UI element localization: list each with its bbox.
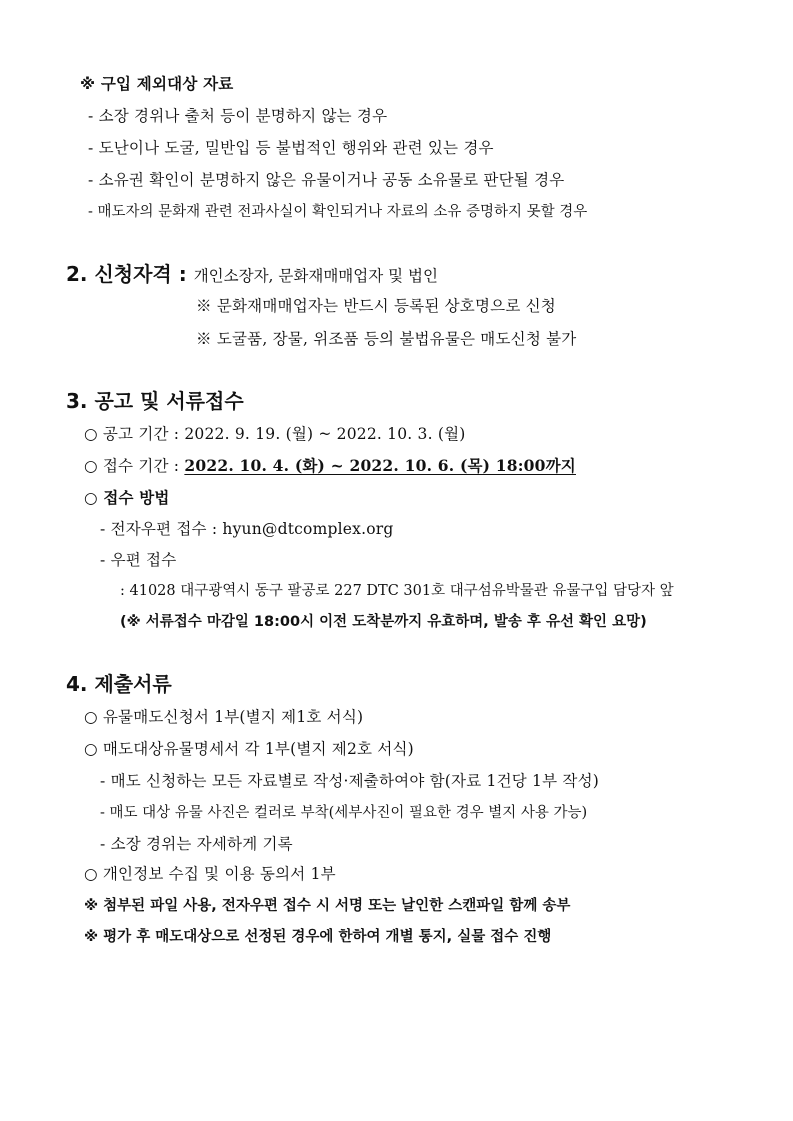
- section4-heading: 4. 제출서류: [66, 672, 172, 696]
- submit-sub-item: - 매도 신청하는 모든 자료별로 작성·제출하여야 함(자료 1건당 1부 작성): [100, 772, 599, 790]
- section3-heading: 3. 공고 및 서류접수: [66, 389, 244, 413]
- receipt-period: [84, 456, 576, 476]
- section2-heading-text: 2. 신청자격 :: [66, 262, 187, 286]
- excluded-item: - 소장 경위나 출처 등이 분명하지 않는 경우: [88, 107, 388, 125]
- post-address: : 41028 대구광역시 동구 팔공로 227 DTC 301호 대구섬유박물관 유물구입 담당자 앞: [120, 583, 674, 599]
- submit-sub-item: - 소장 경위는 자세하게 기록: [100, 835, 293, 853]
- receipt-period-label: ○ 접수 기간 :: [84, 457, 180, 475]
- submit-sub-item: - 매도 대상 유물 사진은 컬러로 부착(세부사진이 필요한 경우 별지 사용 가능): [100, 805, 588, 821]
- section2-heading: [66, 261, 438, 289]
- post-label: - 우편 접수: [100, 551, 177, 569]
- excluded-item: - 매도자의 문화재 관련 전과사실이 확인되거나 자료의 소유 증명하지 못할 경우: [88, 204, 588, 220]
- notice-period-value: 2022. 9. 19. (월) ~ 2022. 10. 3. (월): [184, 425, 466, 443]
- method-label: ○ 접수 방법: [84, 489, 170, 507]
- post-note: (※ 서류접수 마감일 18:00시 이전 도착분까지 유효하며, 발송 후 유선 확인 요망): [120, 614, 647, 630]
- submit-item: ○ 매도대상유물명세서 각 1부(별지 제2호 서식): [84, 740, 414, 758]
- email-line: - 전자우편 접수 : hyun@dtcomplex.org: [100, 520, 394, 538]
- section2-note: ※ 도굴품, 장물, 위조품 등의 불법유물은 매도신청 불가: [196, 330, 577, 348]
- notice-period: [84, 424, 466, 444]
- submit-item: ○ 유물매도신청서 1부(별지 제1호 서식): [84, 708, 364, 726]
- notice-period-label: ○ 공고 기간 :: [84, 425, 180, 443]
- section2-value: 개인소장자, 문화재매매업자 및 법인: [193, 267, 438, 285]
- section2-note: ※ 문화재매매업자는 반드시 등록된 상호명으로 신청: [196, 297, 556, 315]
- excluded-item: - 도난이나 도굴, 밀반입 등 불법적인 행위와 관련 있는 경우: [88, 139, 494, 157]
- excluded-item: - 소유권 확인이 분명하지 않은 유물이거나 공동 소유물로 판단될 경우: [88, 171, 565, 189]
- consent-item: ○ 개인정보 수집 및 이용 동의서 1부: [84, 865, 336, 883]
- section4-note: ※ 첨부된 파일 사용, 전자우편 접수 시 서명 또는 날인한 스캔파일 함께 송부: [84, 898, 571, 914]
- receipt-period-value: 2022. 10. 4. (화) ~ 2022. 10. 6. (목) 18:00까지: [184, 456, 576, 475]
- section4-note: ※ 평가 후 매도대상으로 선정된 경우에 한하여 개별 통지, 실물 접수 진행: [84, 929, 552, 945]
- excluded-title: ※ 구입 제외대상 자료: [80, 75, 234, 93]
